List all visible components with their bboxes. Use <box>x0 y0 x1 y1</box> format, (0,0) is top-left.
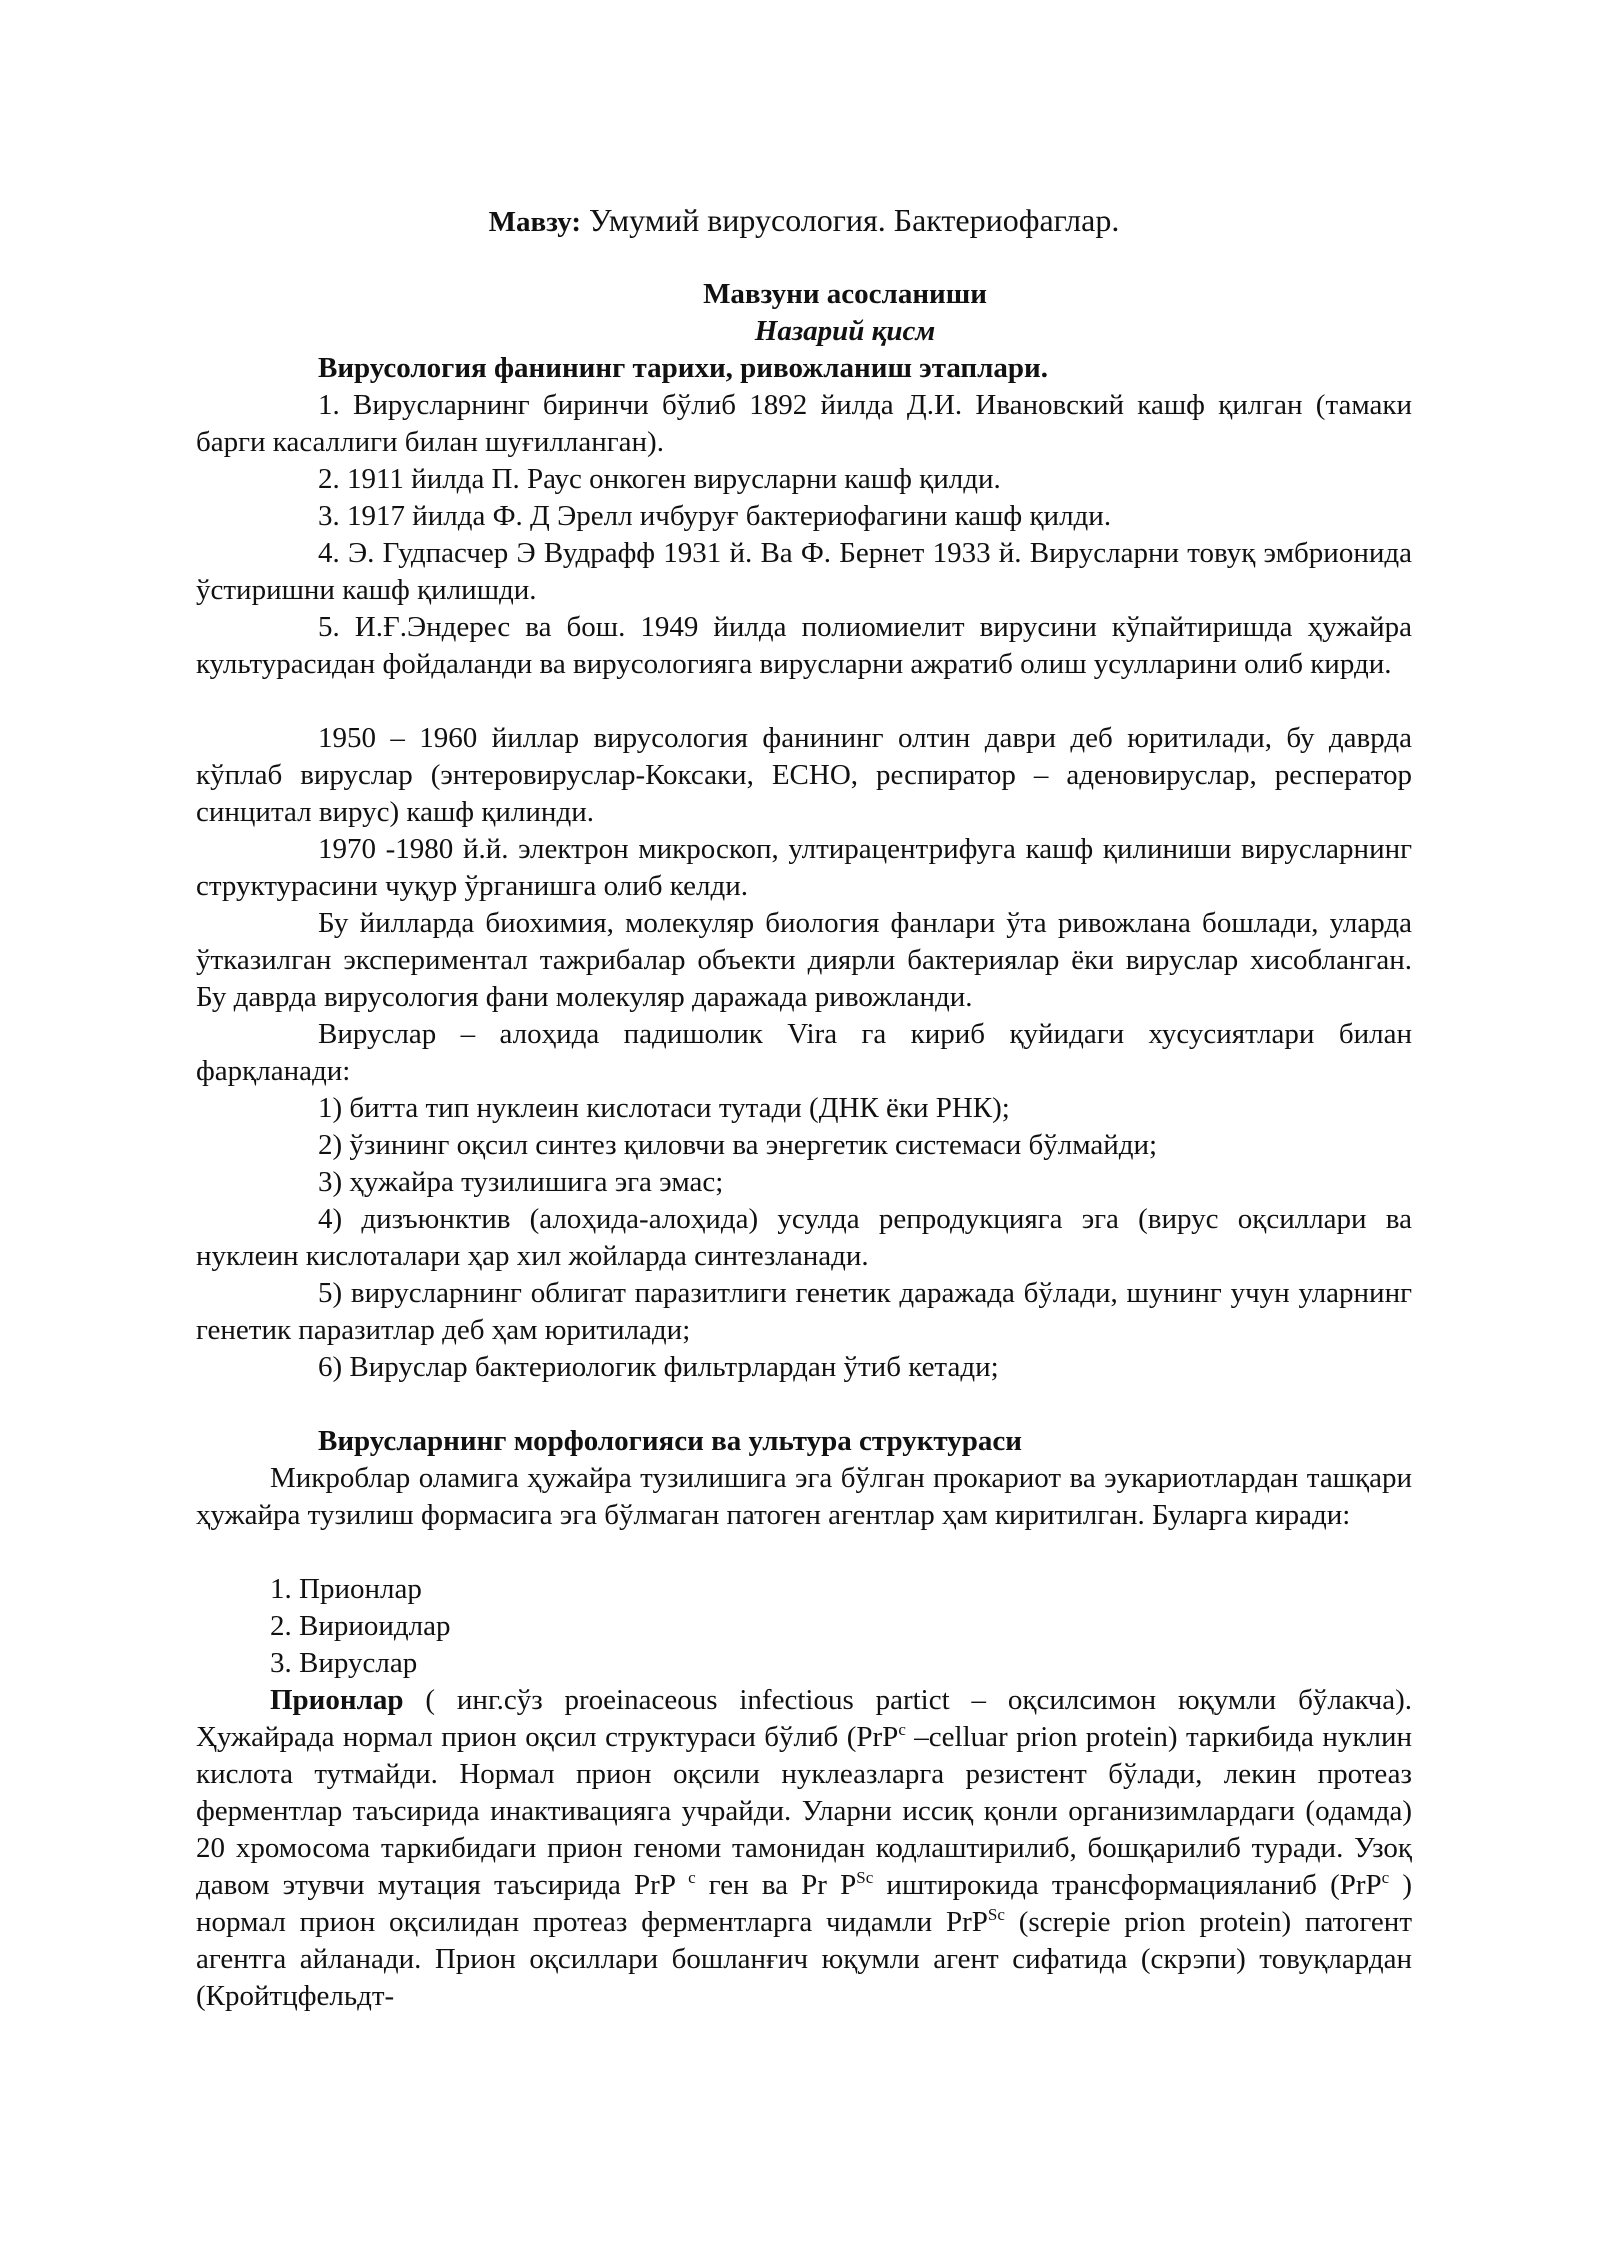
morphology-list-item-prions: 1. Прионлар <box>270 1573 422 1605</box>
history-paragraph-biochemistry: Бу йилларда биохимия, молекуляр биология фанлари ўта ривожлана бошлади, уларда ўтказилган экспериментал тажрибалар объекти диярли бактериялар ёки вируслар хисобланган. Бу даврда вирусология фани молекуляр даражада ривожланди. <box>196 907 1412 1013</box>
morphology-list-item-viroids: 2. Вириоидлар <box>270 1610 451 1642</box>
property-item-4: 4) дизъюнктив (алоҳида-алоҳида) усулда репродукцияга эга (вирус оқсиллари ва нуклеин кислоталари ҳар хил жойларда синтезланади. <box>196 1203 1412 1272</box>
history-item-5: 5. И.Ғ.Эндерес ва бош. 1949 йилда полиомиелит вирусини кўпайтиришда ҳужайра культурасидан фойдаланди ва вирусологияга вирусларни ажратиб олиш усулларини олиб кирди. <box>196 611 1412 680</box>
prions-paragraph <box>196 1682 1412 2015</box>
prions-text-3: ген ва Pr P <box>695 1869 857 1901</box>
document-title <box>196 198 1412 244</box>
morphology-heading: Вирусларнинг морфологияси ва ультура структураси <box>318 1425 1023 1457</box>
property-item-1: 1) битта тип нуклеин кислотаси тутади (ДНК ёки РНК); <box>318 1092 1010 1124</box>
prp-c-superscript: c <box>898 1720 906 1739</box>
property-item-5: 5) вирусларнинг облигат паразитлиги генетик даражада бўлади, шунинг учун уларнинг генетик паразитлар деб ҳам юритилади; <box>196 1277 1412 1346</box>
prp-sc-superscript: Sc <box>856 1868 874 1887</box>
prions-term: Прионлар <box>270 1684 404 1716</box>
prions-text-5: ) нормал прион оқсилидан протеаз ферментларга чидамли PrP <box>196 1869 1413 1938</box>
section-heading: Мавзуни асосланиши <box>703 278 987 310</box>
morphology-intro: Микроблар оламига ҳужайра тузилишига эга бўлган прокариот ва эукариотлардан ташқари ҳужайра тузилиш формасига эга бўлмаган патоген агентлар ҳам киритилган. Буларга киради: <box>196 1462 1412 1531</box>
title-label: Мавзу: <box>488 206 582 238</box>
history-paragraph-golden-era: 1950 – 1960 йиллар вирусология фанининг олтин даври деб юритилади, бу даврда кўплаб вируслар (энтеровируслар-Коксаки, ЕСНО, респиратор – аденовируслар, респератор синцитал вирус) кашф қилинди. <box>196 722 1412 828</box>
morphology-list-item-viruses: 3. Вируслар <box>270 1647 418 1679</box>
prp-c-superscript: c <box>688 1868 696 1887</box>
history-paragraph-microscope: 1970 -1980 й.й. электрон микроскоп, ултирацентрифуга кашф қилиниши вирусларнинг структурасини чуқур ўрганишга олиб келди. <box>196 833 1412 902</box>
property-item-6: 6) Вируслар бактериологик фильтрлардан ўтиб кетади; <box>318 1351 999 1383</box>
prions-text-4: иштирокида трансформацияланиб (PrP <box>873 1869 1382 1901</box>
history-item-1: 1. Вирусларнинг биринчи бўлиб 1892 йилда Д.И. Ивановский кашф қилган (тамаки барги касаллиги билан шуғилланган). <box>196 389 1412 458</box>
section-subheading: Назарий қисм <box>754 315 936 347</box>
property-item-2: 2) ўзининг оқсил синтез қиловчи ва энергетик системаси бўлмайди; <box>318 1129 1158 1161</box>
property-item-3: 3) ҳужайра тузилишига эга эмас; <box>318 1166 724 1198</box>
history-item-4: 4. Э. Гудпасчер Э Вудрафф 1931 й. Ва Ф. Бернет 1933 й. Вирусларни товуқ эмбрионида ўстиришни кашф қилишди. <box>196 537 1412 606</box>
history-item-2: 2. 1911 йилда П. Раус онкоген вирусларни кашф қилди. <box>318 463 1001 495</box>
history-paragraph-vira: Вируслар – алоҳида падишолик Vira га кириб қуйидаги хусусиятлари билан фарқланади: <box>196 1018 1412 1087</box>
prp-sc-superscript: Sc <box>987 1905 1005 1924</box>
history-item-3: 3. 1917 йилда Ф. Д Эрелл ичбуруғ бактериофагини кашф қилди. <box>318 500 1112 532</box>
prions-text-6: (screpie prion protein) патогент агентга айланади. Прион оқсиллари бошланғич юқумли агент сифатида (скрэпи) товуқлардан (Кройтцфельдт- <box>196 1906 1412 2012</box>
title-text: Умумий вирусология. Бактериофаглар. <box>589 202 1120 238</box>
prions-text-1: ( инг.сўз proeinaceous infectious partict – оқсилсимон юқумли бўлакча). Ҳужайрада нормал прион оқсил структураси бўлиб (PrP <box>196 1684 1412 1753</box>
prions-text-2: –celluar prion protein) таркибида нуклин кислота тутмайди. Нормал прион оқсили нуклеазларга резистент бўлади, лекин протеаз ферментлар таъсирида инактивацияга учрайди. Уларни иссиқ қонли организимлардаги (одамда) 20 хромосома таркибидаги прион геноми тамонидан кодлаштирилиб, бошқарилиб туради. Узоқ давом этувчи мутация таъсирида PrP <box>196 1721 1412 1901</box>
history-heading: Вирусология фанининг тарихи, ривожланиш этаплари. <box>318 352 1048 384</box>
prp-c-superscript: c <box>1381 1868 1390 1887</box>
